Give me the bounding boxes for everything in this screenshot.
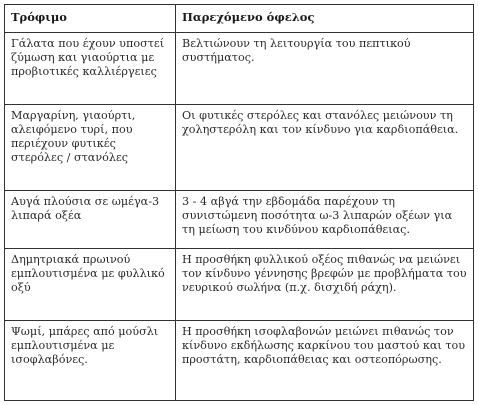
food-cell: Γάλατα που έχουν υποστεί ζύμωση και γιαούρτια με προβιοτικές καλλιέργειες: [5, 33, 176, 105]
benefit-cell: Η προσθήκη ισοφλαβονών μειώνει πιθανώς τον κίνδυνο εκδήλωσης καρκίνου του μαστού και του προστάτη, καρδιοπάθειας και οστεοπόρωσης.: [176, 321, 474, 401]
functional-foods-table: [4, 4, 474, 401]
food-cell: Δημητριακά πρωινού εμπλουτισμένα με φυλλικό οξύ: [5, 249, 176, 321]
table-row: [5, 249, 474, 321]
table-row: [5, 321, 474, 401]
benefit-cell: Οι φυτικές στερόλες και στανόλες μειώνουν τη χοληστερόλη και τον κίνδυνο για καρδιοπάθεια.: [176, 105, 474, 191]
food-cell: Μαργαρίνη, γιαούρτι, αλειφόμενο τυρί, που περιέχουν φυτικές στερόλες / στανόλες: [5, 105, 176, 191]
table-row: [5, 33, 474, 105]
food-cell: Ψωμί, μπάρες από μούσλι εμπλουτισμένα με ισοφλαβόνες.: [5, 321, 176, 401]
table-row: [5, 191, 474, 249]
food-cell: Αυγά πλούσια σε ωμέγα-3 λιπαρά οξέα: [5, 191, 176, 249]
header-food: Τρόφιμο: [5, 5, 176, 33]
benefit-cell: Η προσθήκη φυλλικού οξέος πιθανώς να μειώνει τον κίνδυνο γέννησης βρεφών με προβλήματα του νευρικού σωλήνα (π.χ. δισχιδή ράχη).: [176, 249, 474, 321]
benefit-cell: 3 - 4 αβγά την εβδομάδα παρέχουν τη συνιστώμενη ποσότητα ω-3 λιπαρών οξέων για τη μείωση του κινδύνου καρδιοπάθειας.: [176, 191, 474, 249]
header-benefit: Παρεχόμενο όφελος: [176, 5, 474, 33]
benefit-cell: Βελτιώνουν τη λειτουργία του πεπτικού συστήματος.: [176, 33, 474, 105]
table-row: [5, 105, 474, 191]
table-header-row: [5, 5, 474, 33]
